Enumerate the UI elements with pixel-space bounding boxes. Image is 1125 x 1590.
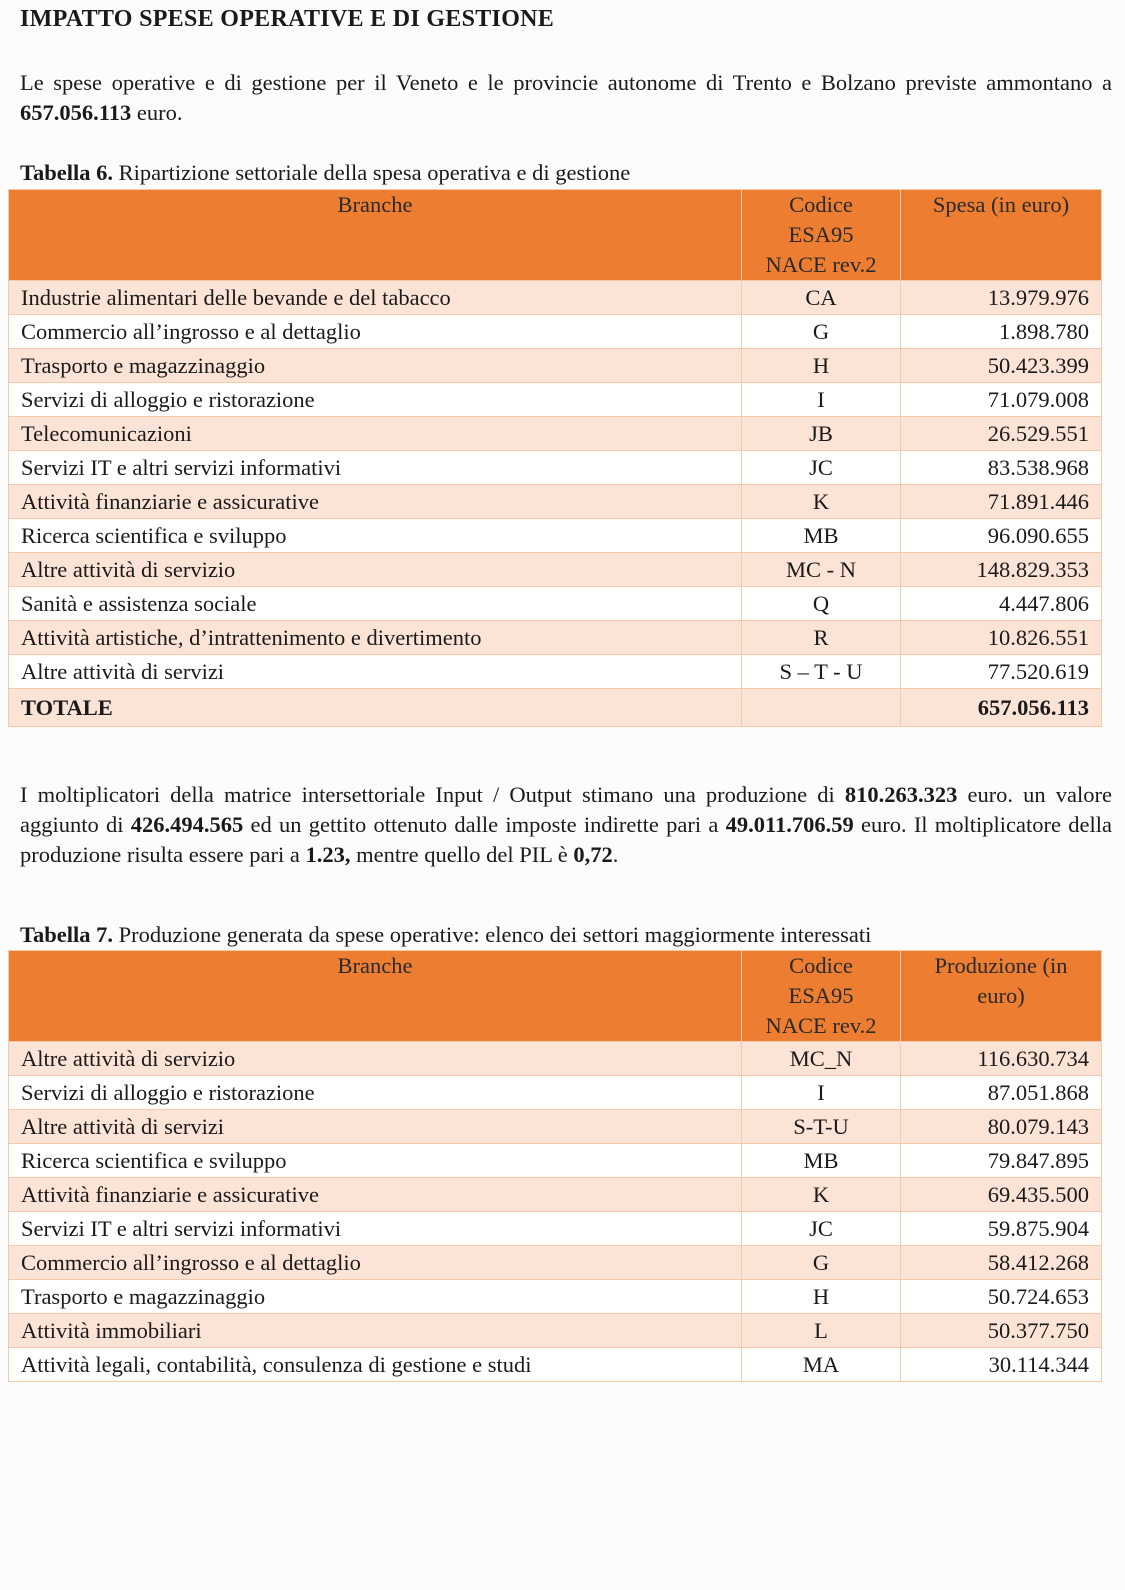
cell-valore: 10.826.551	[901, 621, 1102, 655]
cell-valore: 77.520.619	[901, 655, 1102, 689]
cell-valore: 50.724.653	[901, 1280, 1102, 1314]
cell-branca: Servizi IT e altri servizi informativi	[9, 451, 742, 485]
cell-branca: Altre attività di servizio	[9, 553, 742, 587]
table-row	[9, 417, 1102, 451]
cell-codice: G	[742, 315, 901, 349]
cell-codice: R	[742, 621, 901, 655]
table-row	[9, 1042, 1102, 1076]
cell-branca: Sanità e assistenza sociale	[9, 587, 742, 621]
cell-branca: Ricerca scientifica e sviluppo	[9, 1144, 742, 1178]
cell-valore: 116.630.734	[901, 1042, 1102, 1076]
mult-text-6: .	[612, 842, 619, 867]
cell-valore: 13.979.976	[901, 281, 1102, 315]
cell-valore: 58.412.268	[901, 1246, 1102, 1280]
total-label: TOTALE	[9, 689, 742, 727]
section-heading: IMPATTO SPESE OPERATIVE E DI GESTIONE	[20, 6, 555, 32]
cell-branca: Industrie alimentari delle bevande e del tabacco	[9, 281, 742, 315]
cell-branca: Servizi IT e altri servizi informativi	[9, 1212, 742, 1246]
cell-branca: Servizi di alloggio e ristorazione	[9, 1076, 742, 1110]
table-row	[9, 1076, 1102, 1110]
cell-valore: 87.051.868	[901, 1076, 1102, 1110]
table-row	[9, 281, 1102, 315]
mult-tax: 49.011.706.59	[725, 812, 854, 837]
mult-text-3: ed un gettito ottenuto dalle imposte indirette pari a	[243, 812, 726, 837]
cell-valore: 148.829.353	[901, 553, 1102, 587]
multipliers-paragraph	[20, 780, 1112, 870]
table-row	[9, 553, 1102, 587]
cell-codice: MB	[742, 519, 901, 553]
total-code	[742, 689, 901, 727]
cell-branca: Attività immobiliari	[9, 1314, 742, 1348]
table6-caption	[20, 160, 630, 186]
header-codice-line2: ESA95	[788, 222, 854, 247]
cell-valore: 79.847.895	[901, 1144, 1102, 1178]
mult-value-added: 426.494.565	[130, 812, 244, 837]
header-codice-line2: ESA95	[788, 983, 854, 1008]
total-value: 657.056.113	[901, 689, 1102, 727]
table-row	[9, 621, 1102, 655]
cell-branca: Attività artistiche, d’intrattenimento e divertimento	[9, 621, 742, 655]
cell-branca: Attività legali, contabilità, consulenza di gestione e studi	[9, 1348, 742, 1382]
cell-valore: 1.898.780	[901, 315, 1102, 349]
table-row	[9, 1144, 1102, 1178]
mult-gdp-multiplier: 0,72	[573, 842, 613, 867]
table-row	[9, 315, 1102, 349]
header-codice-line1: Codice	[789, 192, 853, 217]
cell-codice: JC	[742, 451, 901, 485]
cell-branca: Altre attività di servizio	[9, 1042, 742, 1076]
header-spesa: Spesa (in euro)	[901, 190, 1102, 281]
cell-branca: Altre attività di servizi	[9, 1110, 742, 1144]
cell-codice: MA	[742, 1348, 901, 1382]
cell-valore: 50.377.750	[901, 1314, 1102, 1348]
cell-codice: MB	[742, 1144, 901, 1178]
cell-valore: 83.538.968	[901, 451, 1102, 485]
cell-codice: H	[742, 1280, 901, 1314]
cell-branca: Trasporto e magazzinaggio	[9, 349, 742, 383]
cell-branca: Altre attività di servizi	[9, 655, 742, 689]
table-row	[9, 1246, 1102, 1280]
cell-codice: JB	[742, 417, 901, 451]
header-branche: Branche	[9, 951, 742, 1042]
table-row	[9, 519, 1102, 553]
cell-codice: K	[742, 1178, 901, 1212]
cell-codice: JC	[742, 1212, 901, 1246]
cell-valore: 59.875.904	[901, 1212, 1102, 1246]
table-row	[9, 587, 1102, 621]
cell-branca: Commercio all’ingrosso e al dettaglio	[9, 315, 742, 349]
cell-codice: L	[742, 1314, 901, 1348]
table7-caption	[20, 922, 871, 948]
cell-branca: Ricerca scientifica e sviluppo	[9, 519, 742, 553]
table6-total-row	[9, 689, 1102, 727]
table-row	[9, 1212, 1102, 1246]
mult-text-1: I moltiplicatori della matrice intersettoriale Input / Output stimano una produzione di	[20, 782, 845, 807]
mult-text-4: euro. Il moltiplicatore della produzione risulta essere pari a	[20, 812, 1112, 867]
intro-paragraph	[20, 68, 1112, 128]
cell-codice: CA	[742, 281, 901, 315]
cell-valore: 71.079.008	[901, 383, 1102, 417]
table-row	[9, 451, 1102, 485]
table-6	[8, 189, 1102, 727]
cell-codice: MC_N	[742, 1042, 901, 1076]
cell-codice: S – T - U	[742, 655, 901, 689]
cell-valore: 30.114.344	[901, 1348, 1102, 1382]
table-row	[9, 1348, 1102, 1382]
cell-codice: MC - N	[742, 553, 901, 587]
header-produzione	[901, 951, 1102, 1042]
table7-body	[9, 1042, 1102, 1382]
table-row	[9, 485, 1102, 519]
table-row	[9, 1178, 1102, 1212]
cell-codice: S-T-U	[742, 1110, 901, 1144]
cell-codice: Q	[742, 587, 901, 621]
cell-valore: 50.423.399	[901, 349, 1102, 383]
table-row	[9, 655, 1102, 689]
cell-valore: 71.891.446	[901, 485, 1102, 519]
table6-caption-label: Tabella 6.	[20, 160, 113, 185]
cell-branca: Telecomunicazioni	[9, 417, 742, 451]
cell-valore: 96.090.655	[901, 519, 1102, 553]
cell-branca: Trasporto e magazzinaggio	[9, 1280, 742, 1314]
intro-text-end: euro.	[131, 100, 183, 125]
cell-codice: K	[742, 485, 901, 519]
cell-valore: 80.079.143	[901, 1110, 1102, 1144]
table-row	[9, 1314, 1102, 1348]
intro-text: Le spese operative e di gestione per il Veneto e le provincie autonome di Trento e Bolzano previste ammontano a	[20, 70, 1112, 95]
cell-valore: 69.435.500	[901, 1178, 1102, 1212]
table7-caption-label: Tabella 7.	[20, 922, 113, 947]
mult-production-multiplier: 1.23,	[305, 842, 351, 867]
header-codice-line3: NACE rev.2	[765, 252, 877, 277]
header-produzione-line1: Produzione (in	[934, 953, 1068, 978]
table-row	[9, 1110, 1102, 1144]
mult-production: 810.263.323	[844, 782, 958, 807]
cell-valore: 4.447.806	[901, 587, 1102, 621]
table6-caption-text: Ripartizione settoriale della spesa operativa e di gestione	[112, 160, 631, 185]
intro-amount: 657.056.113	[20, 100, 132, 125]
header-codice-line1: Codice	[789, 953, 853, 978]
cell-codice: I	[742, 383, 901, 417]
table-row	[9, 349, 1102, 383]
cell-codice: H	[742, 349, 901, 383]
table-7	[8, 950, 1102, 1382]
mult-text-2: euro. un valore aggiunto di	[20, 782, 1112, 837]
header-codice	[742, 951, 901, 1042]
table-row	[9, 383, 1102, 417]
cell-branca: Attività finanziarie e assicurative	[9, 485, 742, 519]
cell-codice: I	[742, 1076, 901, 1110]
table-row	[9, 1280, 1102, 1314]
header-branche: Branche	[9, 190, 742, 281]
cell-branca: Attività finanziarie e assicurative	[9, 1178, 742, 1212]
cell-valore: 26.529.551	[901, 417, 1102, 451]
table6-body	[9, 281, 1102, 689]
header-codice	[742, 190, 901, 281]
table6-header-row	[9, 190, 1102, 281]
table7-caption-text: Produzione generata da spese operative: elenco dei settori maggiormente interessati	[112, 922, 872, 947]
cell-branca: Commercio all’ingrosso e al dettaglio	[9, 1246, 742, 1280]
header-produzione-line2: euro)	[977, 983, 1025, 1008]
cell-codice: G	[742, 1246, 901, 1280]
cell-branca: Servizi di alloggio e ristorazione	[9, 383, 742, 417]
mult-text-5: mentre quello del PIL è	[350, 842, 574, 867]
header-codice-line3: NACE rev.2	[765, 1013, 877, 1038]
table7-header-row	[9, 951, 1102, 1042]
